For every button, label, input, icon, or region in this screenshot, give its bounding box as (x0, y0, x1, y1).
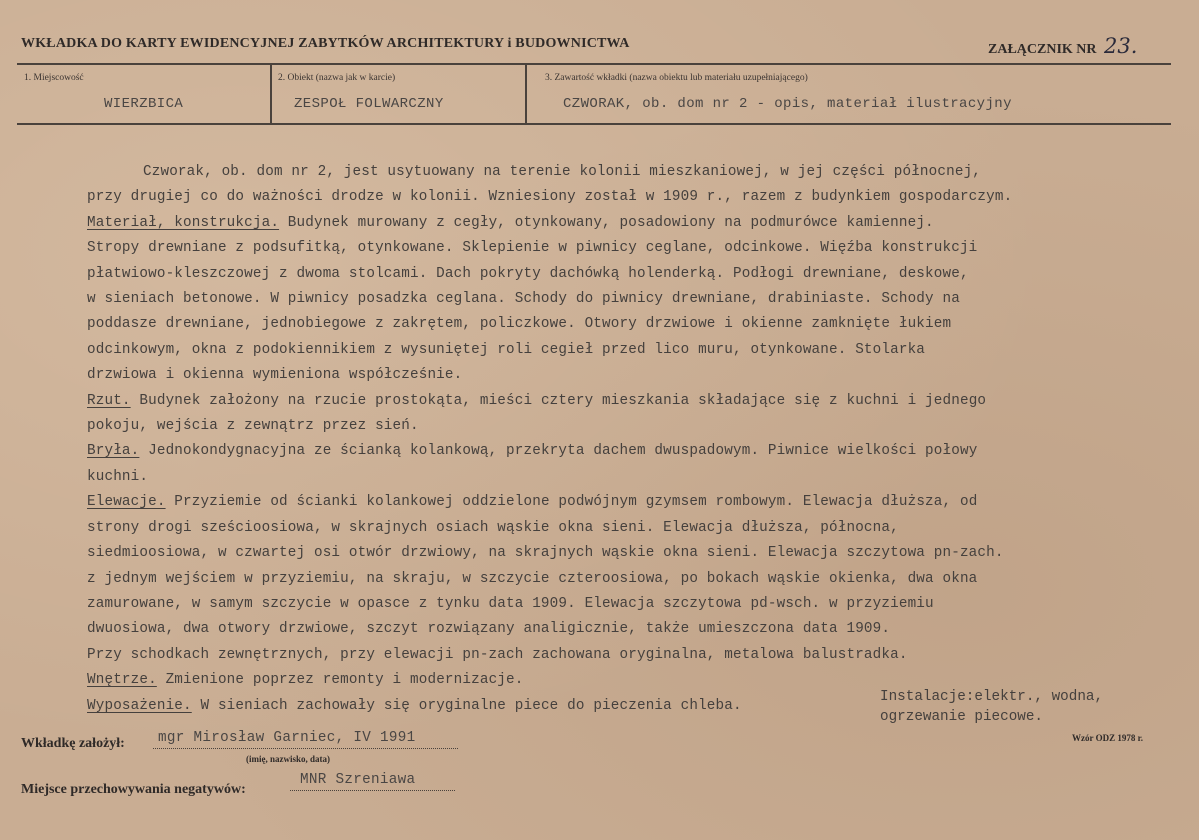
body-line: zamurowane, w samym szczycie w opasce z tynku data 1909. Elewacja szczytowa pd-wsch. w przyziemiu (87, 595, 934, 612)
section-heading-material: Materiał, konstrukcja. (87, 214, 280, 231)
body-line: Przy schodkach zewnętrznych, przy elewacji pn-zach zachowana oryginalna, metalowa balustradka. (87, 646, 908, 663)
author-value: mgr Mirosław Garniec, IV 1991 (158, 730, 416, 746)
body-line: Stropy drewniane z podsufitką, otynkowane. Sklepienie w piwnicy ceglane, odcinkowe. Więźba konstrukcji (87, 240, 978, 257)
body-line: odcinkowym, okna z podokiennikiem z wysuniętej roli cegieł przed lico muru, otynkowane. Stolarka (87, 341, 926, 358)
content-label: 3. Zawartość wkładki (nazwa obiektu lub materiału uzupełniającego) (545, 73, 808, 83)
body-line: Wnętrze. Zmienione poprzez remonty i modernizacje. (87, 672, 524, 689)
object-label: 2. Obiekt (nazwa jak w karcie) (278, 73, 396, 83)
author-label: Wkładkę założył: (21, 736, 125, 751)
section-heading-equipment: Wyposażenie. (87, 697, 192, 714)
body-line: z jednym wejściem w przyziemiu, na skraju, w szczycie czteroosiowa, po bokach wąskie okienka, dwa okna (87, 570, 978, 587)
field-grid-top-rule (17, 63, 1171, 65)
section-heading-interior: Wnętrze. (87, 672, 157, 689)
body-line: siedmioosiowa, w czwartej osi otwór drzwiowy, na skrajnych wąskie okna sieni. Elewacja szczytowa pn-zach. (87, 545, 1004, 562)
field-divider-2 (525, 63, 527, 124)
body-line: w sieniach betonowe. W piwnicy posadzka ceglana. Schody do piwnicy drewniane, drabiniaste. Schody na (87, 291, 960, 308)
content-value: CZWORAK, ob. dom nr 2 - opis, materiał ilustracyjny (563, 96, 1012, 112)
object-value: ZESPOŁ FOLWARCZNY (294, 96, 444, 112)
body-line: drzwiowa i okienna wymieniona współcześnie. (87, 367, 463, 384)
section-heading-mass: Bryła. (87, 443, 140, 460)
storage-value: MNR Szreniawa (300, 772, 416, 788)
body-line: poddasze drewniane, jednobiegowe z zakrętem, policzkowe. Otwory drzwiowe i okienne zamknięte łukiem (87, 316, 952, 333)
storage-label: Miejsce przechowywania negatywów: (21, 782, 246, 797)
description-text (87, 160, 1192, 719)
body-line: przy drugiej co do ważności drodze w kolonii. Wzniesiony został w 1909 r., razem z budynkiem gospodarczym. (87, 189, 1013, 206)
body-line: strony drogi sześcioosiowa, w skrajnych osiach wąskie okna sieni. Elewacja dłuższa, północna, (87, 519, 899, 536)
section-heading-plan: Rzut. (87, 392, 131, 409)
form-code: Wzór ODZ 1978 r. (1072, 733, 1143, 743)
form-title: WKŁADKA DO KARTY EWIDENCYJNEJ ZABYTKÓW ARCHITEKTURY i BUDOWNICTWA (21, 36, 630, 51)
body-line: dwuosiowa, dwa otwory drzwiowe, szczyt rozwiązany analigicznie, także umieszczona data 1909. (87, 621, 891, 638)
body-line: Wyposażenie. W sieniach zachowały się oryginalne piece do pieczenia chleba. (87, 697, 742, 714)
body-line: Czworak, ob. dom nr 2, jest usytuowany na terenie kolonii mieszkaniowej, w jej części północnej, (143, 164, 982, 180)
locality-label: 1. Miejscowość (24, 73, 84, 83)
body-line: Bryła. Jednokondygnacyjna ze ścianką kolankową, przekryta dachem dwuspadowym. Piwnice wielkości połowy (87, 443, 978, 460)
locality-value: WIERZBICA (104, 96, 184, 112)
body-line: Rzut. Budynek założony na rzucie prostokąta, mieści cztery mieszkania składające się z kuchni i jednego (87, 392, 987, 409)
body-line: kuchni. (87, 468, 149, 485)
attachment-number-handwritten: 23. (1104, 34, 1138, 58)
field-grid-bottom-rule (17, 123, 1171, 125)
body-line: płatwiowo-kleszczowej z dwoma stolcami. Dach pokryty dachówką holenderką. Podłogi drewniane, deskowe, (87, 265, 969, 282)
body-line: Elewacje. Przyziemie od ścianki kolankowej oddzielone podwójnym gzymsem rombowym. Elewacja dłuższa, od (87, 494, 978, 511)
author-dotted-line (153, 748, 458, 749)
attachment-number (988, 34, 1137, 58)
body-line: Materiał, konstrukcja. Budynek murowany z cegły, otynkowany, posadowiony na podmurówce kamiennej. (87, 214, 934, 231)
storage-dotted-line (290, 790, 455, 791)
body-line: pokoju, wejścia z zewnątrz przez sień. (87, 418, 419, 435)
field-divider-1 (270, 63, 272, 124)
author-hint: (imię, nazwisko, data) (246, 754, 330, 764)
installations-note: Instalacje:elektr., wodna, ogrzewanie piecowe. (880, 689, 1104, 725)
attachment-label: ZAŁĄCZNIK NR (988, 42, 1097, 57)
section-heading-elevations: Elewacje. (87, 494, 166, 511)
